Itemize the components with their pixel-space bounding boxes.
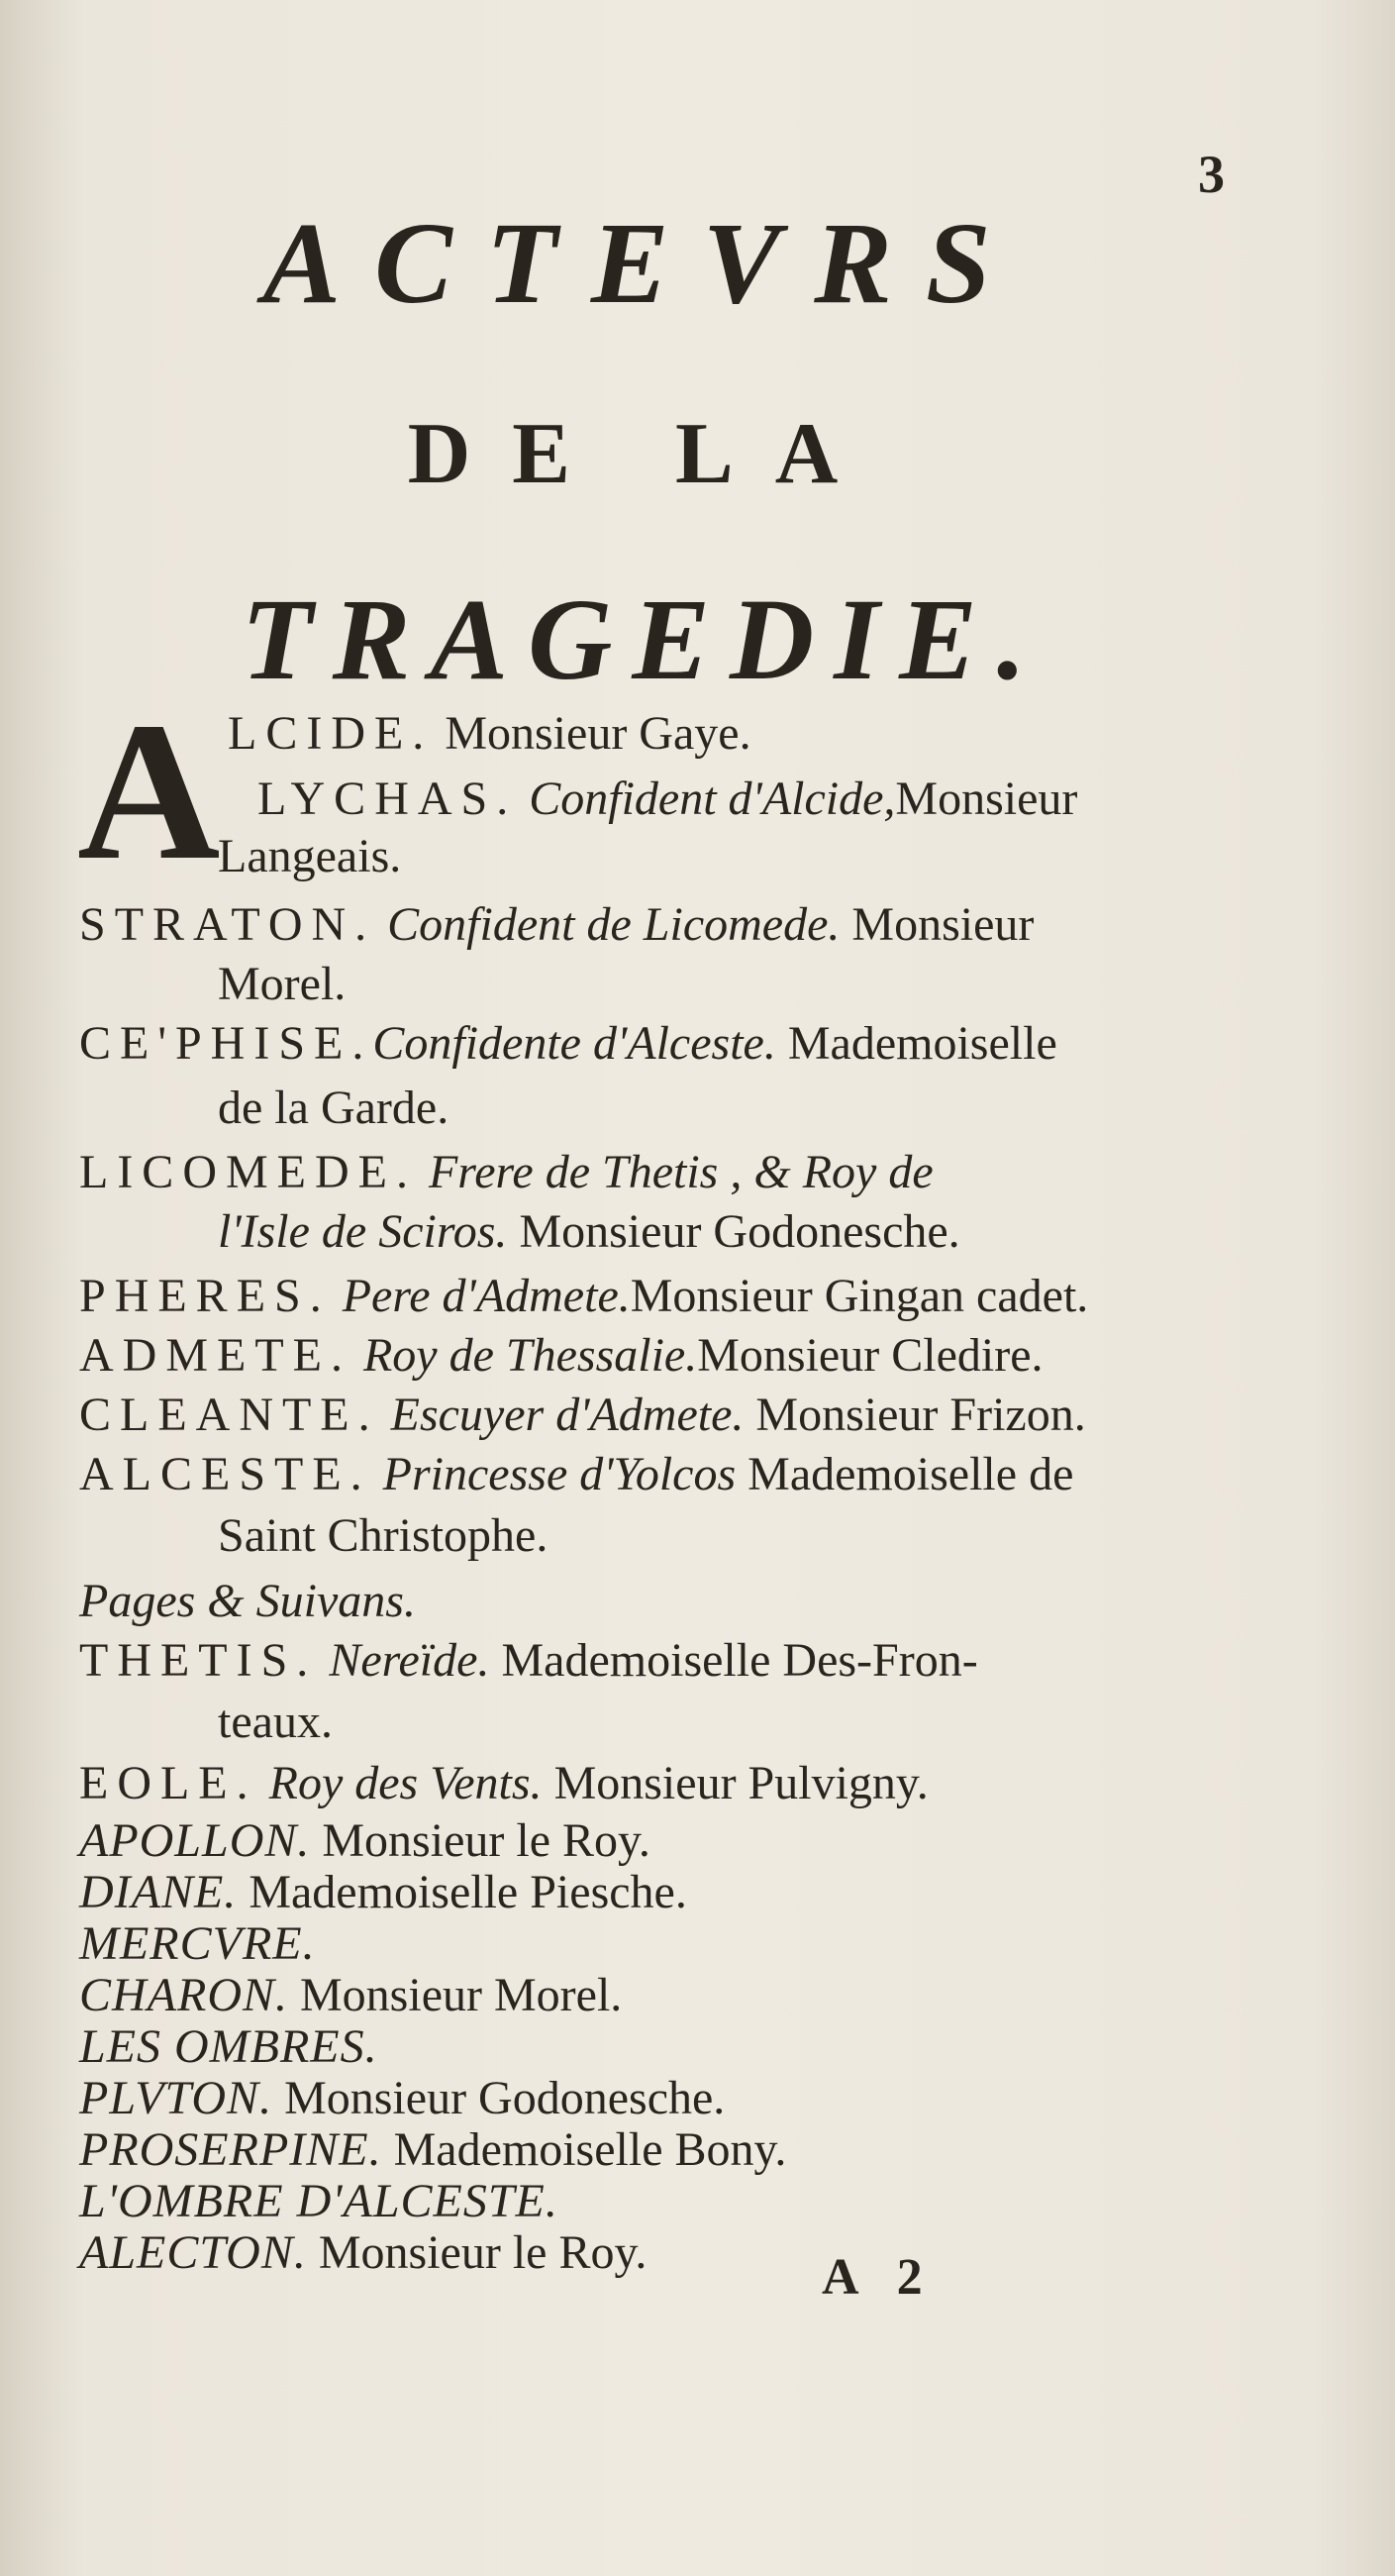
- cast-entry-cephise-cont: [218, 1080, 1386, 1137]
- role-name: DIANE.: [79, 1866, 238, 1918]
- cast-entry-straton-cont: [218, 956, 1386, 1013]
- role-name: CLEANTE.: [79, 1389, 379, 1441]
- role-desc: Confidente d'Alceste.: [372, 1017, 776, 1070]
- cast-entry-pages: [79, 1573, 1247, 1630]
- cast-entry-licomede-cont: [218, 1203, 1386, 1261]
- actor-name-cont: Morel.: [218, 958, 347, 1010]
- role-desc: Pere d'Admete.: [330, 1270, 631, 1322]
- role-name: ALECTON.: [79, 2226, 307, 2279]
- cast-entry-lychas-cont: [218, 828, 1386, 885]
- role-desc: Confident de Licomede.: [375, 898, 841, 951]
- role-name: CHARON.: [79, 1969, 288, 2021]
- actor-name-cont: teaux.: [218, 1696, 333, 1748]
- role-desc: Princesse d'Yolcos: [370, 1448, 737, 1500]
- actor-name: Monsieur Gingan cadet.: [630, 1270, 1089, 1322]
- signature-mark: A 2: [822, 2249, 937, 2306]
- actor-name: Mademoiselle de: [736, 1448, 1074, 1500]
- cast-entry-alecton: [79, 2224, 1247, 2282]
- role-name: LICOMEDE.: [79, 1146, 417, 1198]
- cast-entry-proserpine: [79, 2121, 1247, 2179]
- role-desc: Pages & Suivans.: [79, 1575, 416, 1627]
- cast-entry-licomede: [79, 1144, 1247, 1201]
- role-name: PHERES.: [79, 1270, 331, 1322]
- cast-entry-straton: [79, 896, 1247, 954]
- actor-name-cont: Monsieur Godonesche.: [507, 1205, 960, 1258]
- cast-entry-diane: [79, 1864, 1247, 1921]
- cast-entry-cleante: [79, 1387, 1247, 1444]
- role-desc: Roy des Vents.: [256, 1757, 543, 1809]
- actor-name: Monsieur Godonesche.: [272, 2072, 726, 2124]
- cast-entry-alcide: [228, 705, 1395, 763]
- cast-entry-thetis: [79, 1632, 1247, 1690]
- cast-entry-plvton: [79, 2070, 1247, 2127]
- role-name: ALCESTE.: [79, 1448, 371, 1500]
- role-name: LYCHAS.: [257, 773, 518, 825]
- cast-entry-mercvre: [79, 1915, 1247, 1973]
- role-name: MERCVRE.: [79, 1917, 316, 1970]
- cast-entry-ombre-alceste: [79, 2173, 1247, 2230]
- actor-name: Monsieur Gaye.: [433, 707, 751, 760]
- cast-entry-alceste-cont: [218, 1507, 1386, 1565]
- role-desc: Nereïde.: [317, 1634, 490, 1687]
- drop-cap: A: [77, 682, 221, 901]
- actor-name-cont: Langeais.: [218, 830, 402, 882]
- page-number: 3: [1198, 145, 1225, 204]
- actor-name-cont: Saint Christophe.: [218, 1509, 548, 1562]
- role-name: APOLLON.: [79, 1814, 311, 1867]
- cast-entry-pheres: [79, 1268, 1247, 1325]
- role-name: STRATON.: [79, 898, 376, 951]
- cast-entry-thetis-cont: [218, 1694, 1386, 1751]
- role-name: LES OMBRES.: [79, 2020, 378, 2073]
- role-desc-cont: l'Isle de Sciros.: [218, 1205, 508, 1258]
- cast-entry-eole: [79, 1755, 1247, 1812]
- role-desc: Escuyer d'Admete.: [378, 1389, 745, 1441]
- heading-acteurs: ACTEVRS: [262, 198, 1025, 328]
- actor-name: Monsieur le Roy.: [310, 1814, 650, 1867]
- cast-entry-cephise: [79, 1015, 1247, 1073]
- actor-name: Mademoiselle Bony.: [381, 2123, 787, 2176]
- role-desc: Confident d'Alcide,: [517, 773, 896, 825]
- role-desc: Frere de Thetis , & Roy de: [416, 1146, 934, 1198]
- role-name: LCIDE.: [228, 707, 434, 760]
- cast-entry-admete: [79, 1327, 1247, 1385]
- cast-entry-alceste: [79, 1446, 1247, 1503]
- heading-tragedie: TRAGEDIE.: [241, 574, 1046, 704]
- heading-de-la: DE LA: [407, 406, 880, 502]
- role-name: EOLE.: [79, 1757, 257, 1809]
- actor-name: Monsieur Frizon.: [744, 1389, 1086, 1441]
- actor-name: Monsieur Morel.: [288, 1969, 623, 2021]
- actor-name: Mademoiselle Des-Fron-: [489, 1634, 978, 1687]
- role-name: L'OMBRE D'ALCESTE.: [79, 2175, 558, 2227]
- role-name: PROSERPINE.: [79, 2123, 382, 2176]
- cast-entry-charon: [79, 1967, 1247, 2024]
- actor-name-cont: de la Garde.: [218, 1082, 449, 1134]
- actor-name: Monsieur Pulvigny.: [542, 1757, 929, 1809]
- role-desc: Roy de Thessalie.: [350, 1329, 698, 1382]
- cast-entry-apollon: [79, 1812, 1247, 1870]
- actor-name: Monsieur: [895, 773, 1078, 825]
- role-name: CE'PHISE.: [79, 1017, 373, 1070]
- cast-entry-les-ombres: [79, 2018, 1247, 2076]
- role-name: THETIS.: [79, 1634, 318, 1687]
- actor-name: Monsieur Cledire.: [697, 1329, 1044, 1382]
- actor-name: Monsieur: [840, 898, 1035, 951]
- role-name: PLVTON.: [79, 2072, 273, 2124]
- role-name: ADMETE.: [79, 1329, 351, 1382]
- actor-name: Mademoiselle Piesche.: [237, 1866, 687, 1918]
- actor-name: Mademoiselle: [775, 1017, 1057, 1070]
- actor-name: Monsieur le Roy.: [306, 2226, 648, 2279]
- cast-entry-lychas: [257, 771, 1247, 828]
